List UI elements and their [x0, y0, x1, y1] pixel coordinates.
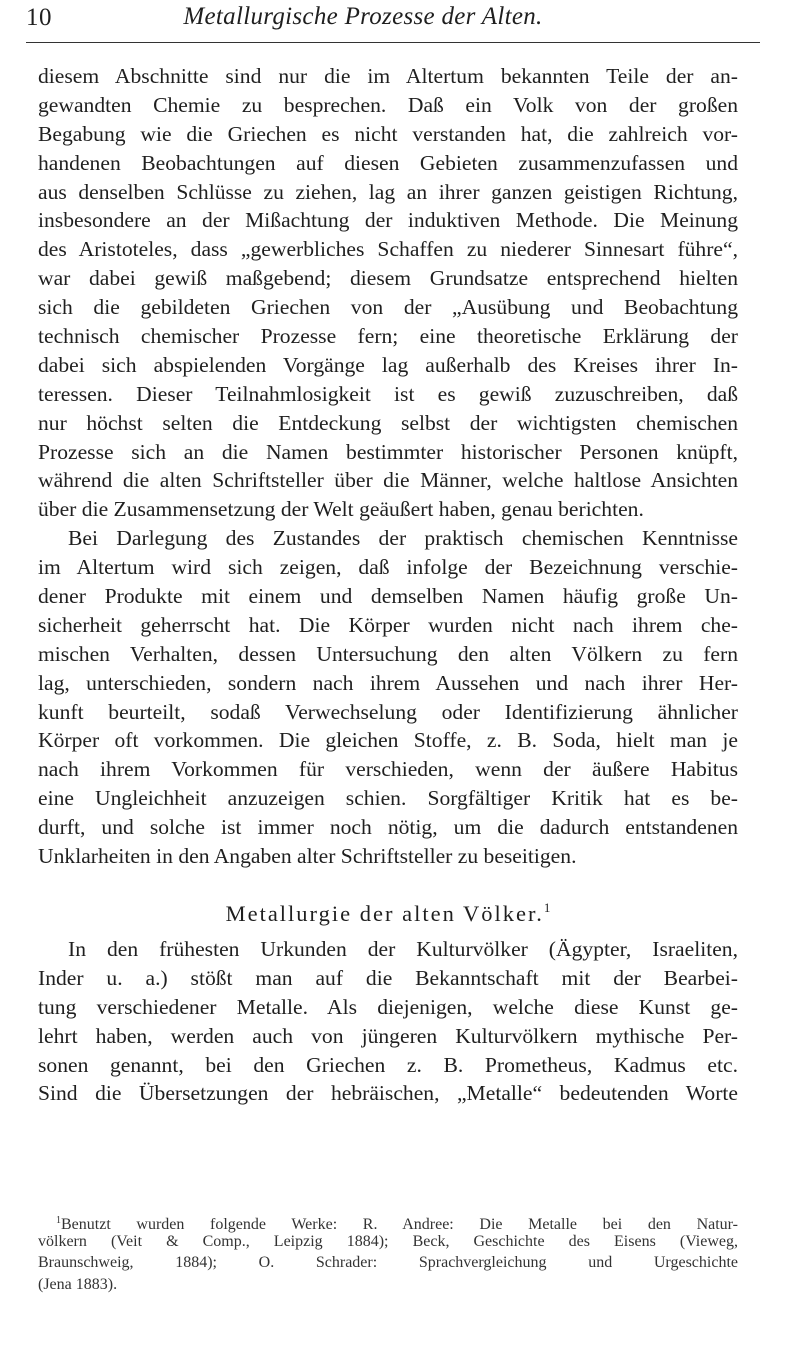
text-line: Prozesse sich an die Namen bestimmter historischer Personen knüpft, [38, 439, 738, 464]
text-line: technisch chemischer Prozesse fern; eine theoretische Erklärung der [38, 324, 738, 349]
header-rule [26, 42, 760, 43]
main-text [38, 62, 738, 1108]
text-line: kunft beurteilt, sodaß Verwechselung oder Identifizierung ähnlicher [38, 699, 738, 724]
footnote-marker: 1 [56, 1215, 61, 1226]
text-line: tung verschiedener Metalle. Als diejenigen, welche diese Kunst ge- [38, 994, 738, 1019]
section-heading-text: Metallurgie der alten Völker. [225, 900, 544, 926]
text-line: Bei Darlegung des Zustandes der praktisch chemischen Kenntnisse [68, 526, 738, 551]
text-line: gewandten Chemie zu besprechen. Daß ein Volk von der großen [38, 92, 738, 117]
running-title: Metallurgische Prozesse der Alten. [183, 3, 543, 30]
text-line: Unklarheiten in den Angaben alter Schriftsteller zu beseitigen. [38, 844, 577, 869]
text-line: nach ihrem Vorkommen für verschieden, wenn der äußere Habitus [38, 757, 738, 782]
text-line: Inder u. a.) stößt man auf die Bekanntschaft mit der Bearbei- [38, 965, 738, 990]
text-line: sich die gebildeten Griechen von der „Ausübung und Beobachtung [38, 295, 738, 320]
text-line: durft, und solche ist immer noch nötig, um die dadurch entstandenen [38, 815, 738, 840]
text-line: nur höchst selten die Entdeckung selbst der wichtigsten chemischen [38, 410, 738, 435]
text-line: handenen Beobachtungen auf diesen Gebieten zusammenzufassen und [38, 150, 738, 175]
text-line: des Aristoteles, dass „gewerbliches Schaffen zu niederer Sinnesart führe“, [38, 237, 738, 262]
page-number: 10 [26, 4, 52, 31]
text-line: diesem Abschnitte sind nur die im Altertum bekannten Teile der an- [38, 64, 738, 88]
text-line: sicherheit geherrscht hat. Die Körper wurden nicht nach ihrem che- [38, 612, 738, 637]
text-line: Körper oft vorkommen. Die gleichen Stoffe, z. B. Soda, hielt man je [38, 728, 738, 753]
text-line: In den frühesten Urkunden der Kulturvölker (Ägypter, Israeliten, [68, 936, 738, 961]
text-line: sonen genannt, bei den Griechen z. B. Prometheus, Kadmus etc. [38, 1052, 738, 1077]
text-line: während die alten Schriftsteller über die Männer, welche haltlose Ansichten [38, 468, 738, 493]
text-line: Sind die Übersetzungen der hebräischen, „Metalle“ bedeutenden Worte [38, 1081, 738, 1106]
text-line: Begabung wie die Griechen es nicht verstanden hat, die zahlreich vor- [38, 121, 738, 146]
footnote-line: (Jena 1883). [38, 1275, 118, 1293]
paragraph-2 [38, 524, 738, 871]
text-line: lag, unterschieden, sondern nach ihrem Aussehen und nach ihrer Her- [38, 670, 738, 695]
text-line: eine Ungleichheit anzuzeigen schien. Sorgfältiger Kritik hat es be- [38, 786, 738, 811]
page-header [26, 0, 760, 38]
text-line: dener Produkte mit einem und demselben Namen häufig große Un- [38, 584, 738, 609]
section-heading [38, 893, 738, 926]
footnote-line: völkern (Veit & Comp., Leipzig 1884); Beck, Geschichte des Eisens (Vieweg, [38, 1233, 738, 1251]
footnote-reference: 1 [543, 899, 551, 915]
text-line: mischen Verhalten, dessen Untersuchung den alten Völkern zu fern [38, 641, 738, 666]
footnote [38, 1210, 738, 1295]
paragraph-1 [38, 62, 738, 524]
text-line: war dabei gewiß maßgebend; diesem Grundsatze entsprechend hielten [38, 266, 738, 291]
text-line: teressen. Dieser Teilnahmlosigkeit ist es gewiß zuzuschreiben, daß [38, 381, 738, 406]
text-line: dabei sich abspielenden Vorgänge lag außerhalb des Kreises ihrer In- [38, 352, 738, 377]
text-line: im Altertum wird sich zeigen, daß infolge der Bezeichnung verschie- [38, 555, 738, 580]
text-line: lehrt haben, werden auch von jüngeren Kulturvölkern mythische Per- [38, 1023, 738, 1048]
paragraph-3 [38, 935, 738, 1108]
footnote-line [38, 1210, 738, 1231]
text-line: aus denselben Schlüsse zu ziehen, lag an ihrer ganzen geistigen Richtung, [38, 179, 738, 204]
footnote-text: Benutzt wurden folgende Werke: R. Andree: Die Metalle bei den Natur- [61, 1216, 738, 1233]
text-line: insbesondere an der Mißachtung der induktiven Methode. Die Meinung [38, 208, 738, 233]
footnote-line: Braunschweig, 1884); O. Schrader: Sprachvergleichung und Urgeschichte [38, 1254, 738, 1272]
text-line: über die Zusammensetzung der Welt geäußert haben, genau berichten. [38, 497, 644, 522]
